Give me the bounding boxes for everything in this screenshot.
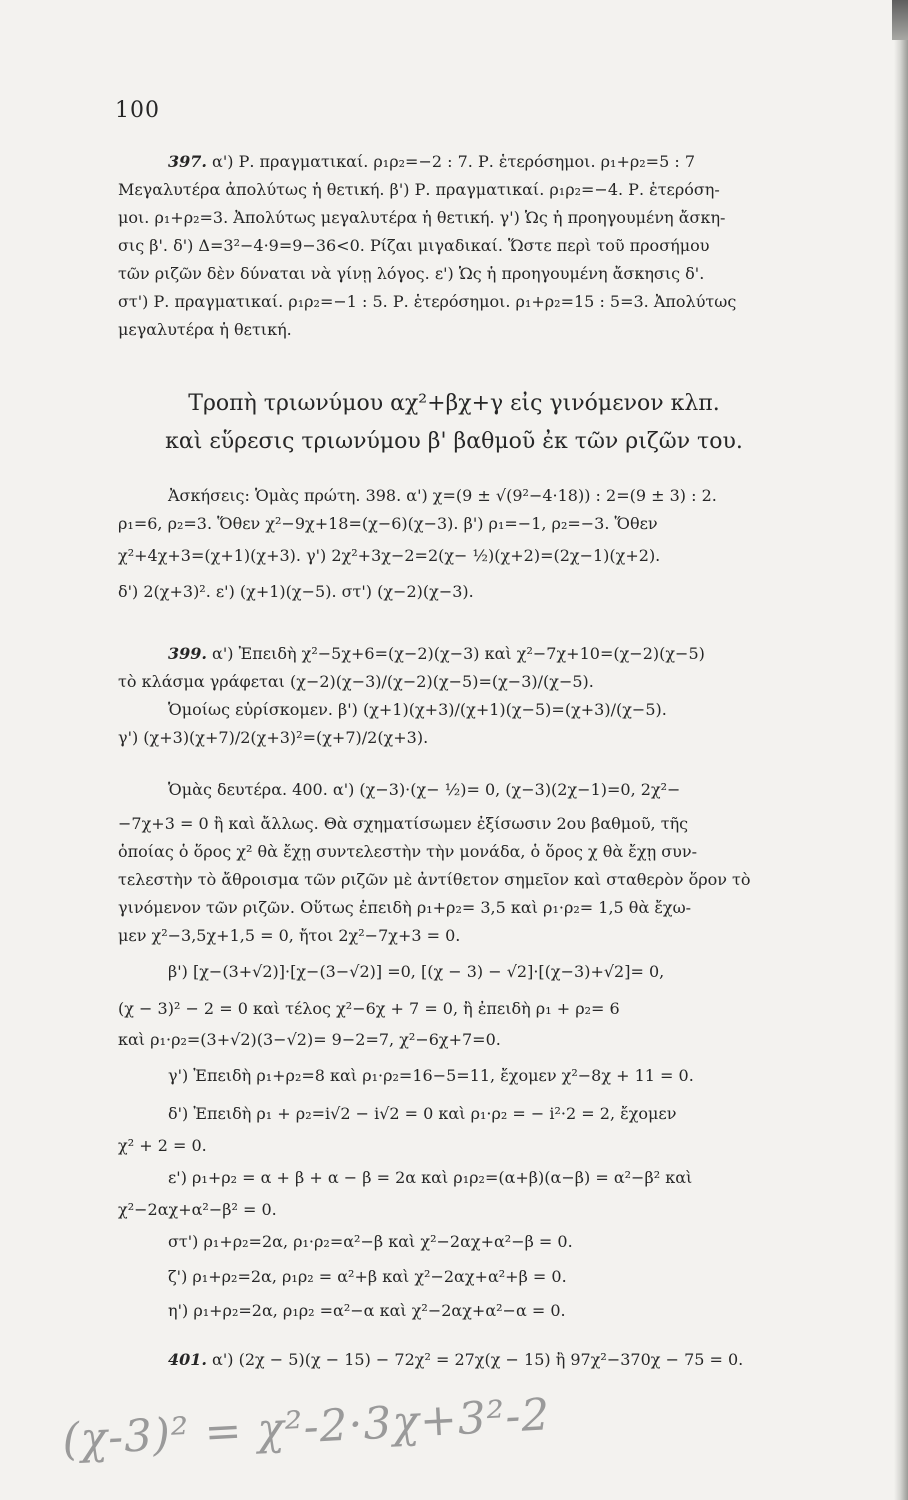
page-number: 100 — [115, 98, 160, 123]
text-line: 397. α') Ρ. πραγματικαί. ρ₁ρ₂=−2 : 7. Ρ. ἑτερόσημοι. ρ₁+ρ₂=5 : 7 — [168, 152, 695, 171]
text-line: στ') ρ₁+ρ₂=2α, ρ₁·ρ₂=α²−β καὶ χ²−2αχ+α²−β = 0. — [168, 1232, 573, 1251]
text-line: Ὁμὰς δευτέρα. 400. α') (χ−3)·(χ− ½)= 0, (χ−3)(2χ−1)=0, 2χ²− — [168, 780, 681, 799]
text-line: Μεγαλυτέρα ἀπολύτως ἡ θετική. β') Ρ. πραγματικαί. ρ₁ρ₂=−4. Ρ. ἑτερόση- — [118, 180, 720, 199]
text-line: δ') Ἐπειδὴ ρ₁ + ρ₂=i√2 − i√2 = 0 καὶ ρ₁·ρ₂ = − i²·2 = 2, ἔχομεν — [168, 1104, 677, 1123]
text-line: γ') Ἐπειδὴ ρ₁+ρ₂=8 καὶ ρ₁·ρ₂=16−5=11, ἔχομεν χ²−8χ + 11 = 0. — [168, 1066, 694, 1085]
text-line: μοι. ρ₁+ρ₂=3. Ἀπολύτως μεγαλυτέρα ἡ θετική. γ') Ὡς ἡ προηγουμένη ἄσκη- — [118, 208, 726, 227]
section-heading — [0, 385, 908, 461]
text-line: μεν χ²−3,5χ+1,5 = 0, ἤτοι 2χ²−7χ+3 = 0. — [118, 926, 461, 945]
text-line: Ὁμοίως εὑρίσκομεν. β') (χ+1)(χ+3)/(χ+1)(χ−5)=(χ+3)/(χ−5). — [168, 700, 667, 719]
exercise-number: 399. — [168, 644, 207, 663]
text-line: γ') (χ+3)(χ+7)/2(χ+3)²=(χ+7)/2(χ+3). — [118, 728, 429, 747]
exercise-398 — [118, 482, 900, 610]
text-line: σις β'. δ') Δ=3²−4·9=9−36<0. Ρίζαι μιγαδικαί. Ὥστε περὶ τοῦ προσήμου — [118, 236, 710, 255]
text-line: μεγαλυτέρα ἡ θετική. — [118, 320, 292, 339]
text-line: ρ₁=6, ρ₂=3. Ὅθεν χ²−9χ+18=(χ−6)(χ−3). β') ρ₁=−1, ρ₂=−3. Ὅθεν — [118, 514, 658, 533]
exercise-400 — [118, 770, 900, 1328]
text-line: στ') Ρ. πραγματικαί. ρ₁ρ₂=−1 : 5. Ρ. ἑτερόσημοι. ρ₁+ρ₂=15 : 5=3. Ἀπολύτως — [118, 292, 737, 311]
exercise-397 — [118, 148, 900, 344]
text-line: ε') ρ₁+ρ₂ = α + β + α − β = 2α καὶ ρ₁ρ₂=(α+β)(α−β) = α²−β² καὶ — [168, 1168, 693, 1187]
text-line: η') ρ₁+ρ₂=2α, ρ₁ρ₂ =α²−α καὶ χ²−2αχ+α²−α = 0. — [168, 1301, 566, 1320]
text-line: τὸ κλάσμα γράφεται (χ−2)(χ−3)/(χ−2)(χ−5)=(χ−3)/(χ−5). — [118, 672, 594, 691]
text-line: −7χ+3 = 0 ἢ καὶ ἄλλως. Θὰ σχηματίσωμεν ἐξίσωσιν 2ου βαθμοῦ, τῆς — [118, 814, 689, 833]
text-line: Ἀσκήσεις: Ὁμὰς πρώτη. 398. α') χ=(9 ± √(9²−4·18)) : 2=(9 ± 3) : 2. — [168, 486, 717, 505]
text-line: (χ − 3)² − 2 = 0 καὶ τέλος χ²−6χ + 7 = 0, ἢ ἐπειδὴ ρ₁ + ρ₂= 6 — [118, 999, 620, 1018]
text-line: τῶν ριζῶν δὲν δύναται νὰ γίνῃ λόγος. ε') Ὡς ἡ προηγουμένη ἄσκησις δ'. — [118, 264, 705, 283]
exercise-399 — [118, 640, 900, 752]
text-line: χ²−2αχ+α²−β² = 0. — [118, 1200, 277, 1219]
text-line: 401. α') (2χ − 5)(χ − 15) − 72χ² = 27χ(χ − 15) ἢ 97χ²−370χ − 75 = 0. — [168, 1350, 744, 1369]
text-line: β') [χ−(3+√2)]·[χ−(3−√2)] =0, [(χ − 3) − √2]·[(χ−3)+√2]= 0, — [168, 962, 665, 981]
text-line: τελεστὴν τὸ ἄθροισμα τῶν ριζῶν μὲ ἀντίθετον σημεῖον καὶ σταθερὸν ὅρον τὸ — [118, 870, 751, 889]
text-line: καὶ ρ₁·ρ₂=(3+√2)(3−√2)= 9−2=7, χ²−6χ+7=0. — [118, 1030, 501, 1049]
text-line: γινόμενον τῶν ριζῶν. Οὕτως ἐπειδὴ ρ₁+ρ₂= 3,5 καὶ ρ₁·ρ₂= 1,5 θὰ ἔχω- — [118, 898, 692, 917]
heading-line-2: καὶ εὕρεσις τριωνύμου β' βαθμοῦ ἐκ τῶν ριζῶν του. — [165, 429, 743, 454]
exercise-number: 397. — [168, 152, 207, 171]
exercise-number: 401. — [168, 1350, 207, 1369]
text-line: ὁποίας ὁ ὅρος χ² θὰ ἔχῃ συντελεστὴν τὴν μονάδα, ὁ ὅρος χ θὰ ἔχῃ συν- — [118, 842, 698, 861]
text-line: δ') 2(χ+3)². ε') (χ+1)(χ−5). στ') (χ−2)(χ−3). — [118, 582, 474, 601]
page-corner-shadow — [892, 0, 908, 40]
text-line: χ²+4χ+3=(χ+1)(χ+3). γ') 2χ²+3χ−2=2(χ− ½)(χ+2)=(2χ−1)(χ+2). — [118, 546, 661, 565]
text-line: χ² + 2 = 0. — [118, 1136, 207, 1155]
text-line: 399. α') Ἐπειδὴ χ²−5χ+6=(χ−2)(χ−3) καὶ χ²−7χ+10=(χ−2)(χ−5) — [168, 644, 705, 663]
text-line: ζ') ρ₁+ρ₂=2α, ρ₁ρ₂ = α²+β καὶ χ²−2αχ+α²+β = 0. — [168, 1267, 567, 1286]
heading-line-1: Τροπὴ τριωνύμου αχ²+βχ+γ εἰς γινόμενον κλπ. — [188, 391, 720, 416]
exercise-401 — [118, 1346, 900, 1374]
handwritten-note: (χ-3)² = χ²-2·3χ+3²-2 — [61, 1389, 552, 1466]
